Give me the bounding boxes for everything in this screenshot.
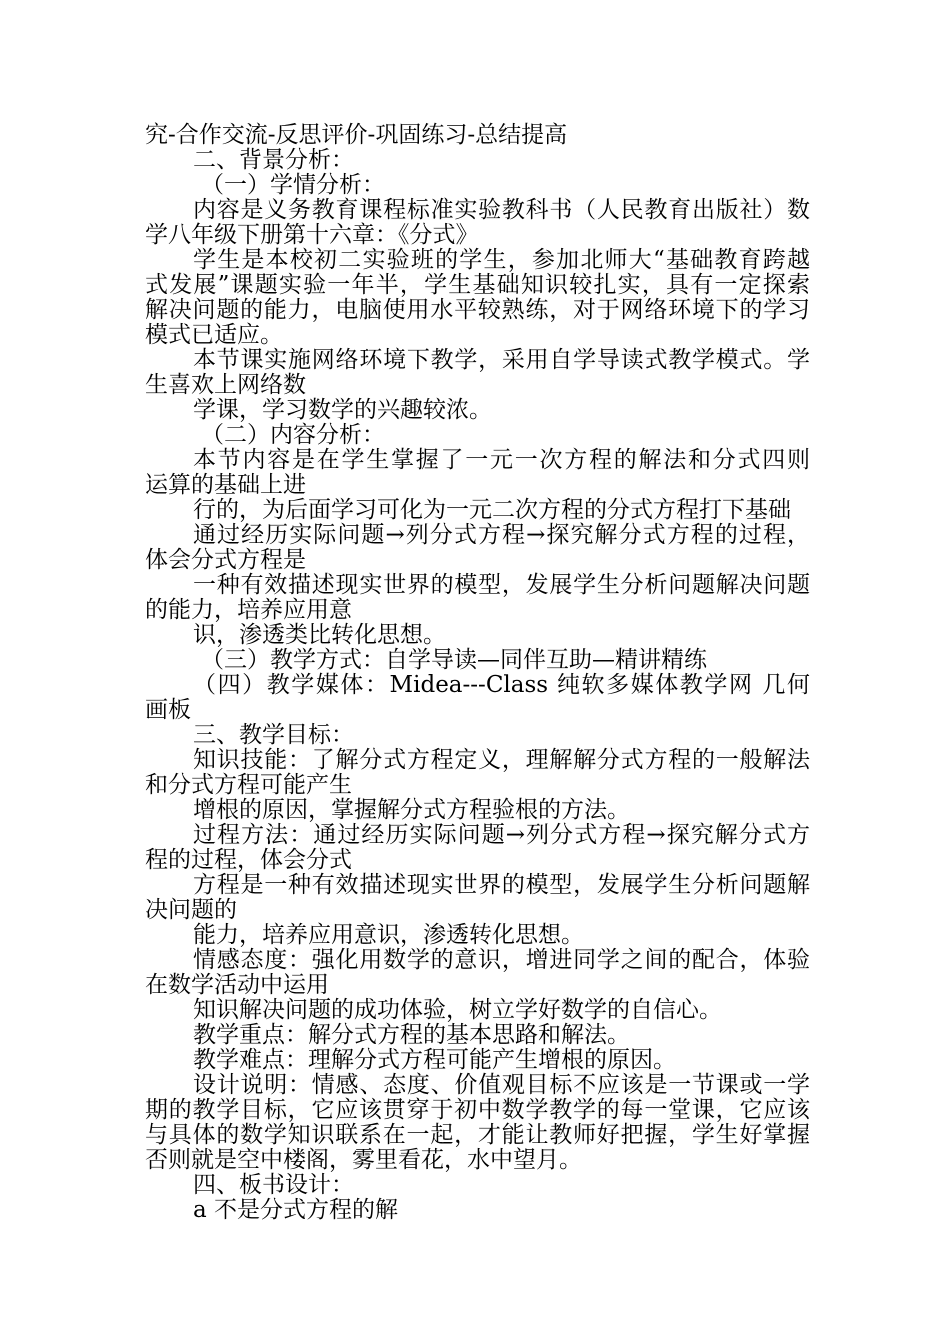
text-line: 体会分式方程是 [145,547,306,573]
text-line: 能力，培养应用意识，渗透转化思想。 [193,922,584,948]
text-line: 学课，学习数学的兴趣较浓。 [193,397,492,423]
text-line: 本节内容是在学生掌握了一元一次方程的解法和分式四则 [193,447,810,473]
text-line: 情感态度：强化用数学的意识，增进同学之间的配合，体验 [193,947,810,973]
text-line: 增根的原因，掌握解分式方程验根的方法。 [193,797,630,823]
text-line: 解决问题的能力，电脑使用水平较熟练，对于网络环境下的学习 [145,297,810,323]
text-line: 程的过程，体会分式 [145,847,352,873]
section-heading-teaching-goals: 三、教学目标： [193,722,354,748]
text-line: 与具体的数学知识联系在一起，才能让教师好把握，学生好掌握 [145,1122,810,1148]
text-line: 识，渗透类比转化思想。 [193,622,446,648]
text-line: 行的，为后面学习可化为一元二次方程的分式方程打下基础 [193,497,791,523]
text-line: 教学难点：理解分式方程可能产生增根的原因。 [193,1047,676,1073]
text-line: 究-合作交流-反思评价-巩固练习-总结提高 [145,122,568,148]
text-line: 通过经历实际问题→列分式方程→探究解分式方程的过程， [193,522,810,548]
text-line: 设计说明：情感、态度、价值观目标不应该是一节课或一学 [193,1072,810,1098]
text-line: 否则就是空中楼阁，雾里看花，水中望月。 [145,1147,582,1173]
document-body [145,123,810,1223]
text-line: 过程方法：通过经历实际问题→列分式方程→探究解分式方 [193,822,810,848]
text-line: 式发展”课题实验一年半，学生基础知识较扎实，具有一定探索 [145,272,810,298]
text-line: 知识解决问题的成功体验，树立学好数学的自信心。 [193,997,722,1023]
text-line: 期的教学目标，它应该贯穿于初中数学教学的每一堂课，它应该 [145,1097,810,1123]
text-line: 本节课实施网络环境下教学，采用自学导读式教学模式。学 [193,347,810,373]
text-line: 在数学活动中运用 [145,972,329,998]
text-line: 生喜欢上网络数 [145,372,306,398]
text-line: 的能力，培养应用意 [145,597,352,623]
section-heading-background: 二、背景分析： [193,147,354,173]
text-line: 画板 [145,697,191,723]
text-line: 决问题的 [145,897,237,923]
text-line: 学八年级下册第十六章：《分式》 [145,222,479,248]
subsection-heading-teaching-method: （三）教学方式：自学导读—同伴互助—精讲精练 [201,647,707,673]
text-line: a 不是分式方程的解 [193,1197,399,1223]
text-line: 知识技能：了解分式方程定义，理解解分式方程的一般解法 [193,747,810,773]
section-heading-board-design: 四、板书设计： [193,1172,354,1198]
subsection-heading-teaching-media: （四）教学媒体：Midea---Class 纯软多媒体教学网 几何 [193,672,810,698]
text-line: 和分式方程可能产生 [145,772,352,798]
text-line: 内容是义务教育课程标准实验教科书（人民教育出版社）数 [193,197,810,223]
text-line: 方程是一种有效描述现实世界的模型，发展学生分析问题解 [193,872,810,898]
text-line: 模式已适应。 [145,322,283,348]
text-line: 运算的基础上进 [145,472,306,498]
text-line: 学生是本校初二实验班的学生，参加北师大“基础教育跨越 [193,247,810,273]
text-line: 一种有效描述现实世界的模型，发展学生分析问题解决问题 [193,572,810,598]
subsection-heading-student-analysis: （一）学情分析： [201,172,385,198]
subsection-heading-content-analysis: （二）内容分析： [201,422,385,448]
text-line: 教学重点：解分式方程的基本思路和解法。 [193,1022,630,1048]
